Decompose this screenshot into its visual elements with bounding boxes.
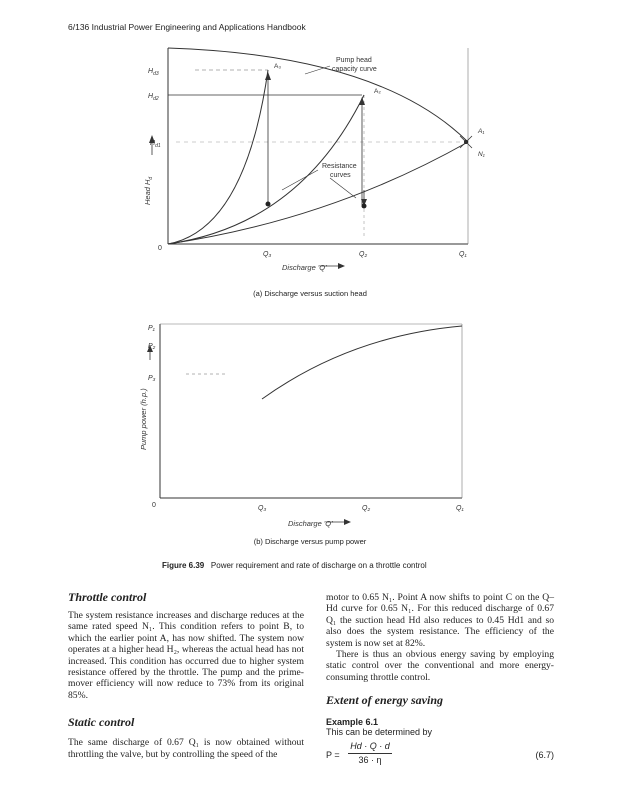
para-energy-saving: There is thus an obvious energy saving by employing static control over the conventional and more energy-consuming throttle control. xyxy=(326,649,554,683)
point-b3 xyxy=(266,202,271,207)
para-throttle: The system resistance increases and discharge reduces at the same rated speed N₁. This condition refers to point B, to which the earlier point A, has now shifted. The system now operates at a higher head H₂, whereas the actual head has not increased. This condition has occurred due to higher system resistance offered by the throttle. The pump and the prime-mover efficiency will now reduce to 73% from its original 85%. xyxy=(68,610,304,701)
eq-number: (6.7) xyxy=(535,750,554,761)
para-static: The same discharge of 0.67 Q₁ is now obtained without throttling the valve, but by controlling the speed of the xyxy=(68,737,304,760)
eq-denominator: 36 · η xyxy=(358,755,382,766)
ytick-p2: P₂ xyxy=(148,343,156,350)
resistance-label-1: Resistance xyxy=(322,163,357,170)
figure-caption xyxy=(162,561,427,570)
para-motor: motor to 0.65 N₁. Point A now shifts to point C on the Q–Hd curve for 0.65 N₁. For this reduced discharge of 0.67 Q₁ the suction head Hd also reduces to 0.45 Hd1 and so also does the system resistance. The efficiency of the system is now set at 82%. xyxy=(326,592,554,649)
point-b2 xyxy=(362,204,367,209)
chart-b-caption: (b) Discharge versus pump power xyxy=(253,537,367,546)
chart-a-origin: 0 xyxy=(158,245,162,252)
pump-curve-label-2: capacity curve xyxy=(332,66,377,73)
ytick-p3: P₃ xyxy=(148,375,156,382)
resistance-label-2: curves xyxy=(330,172,351,179)
ytick-hd2: $H_{d2}$ xyxy=(148,93,159,102)
heading-throttle-control: Throttle control xyxy=(68,590,147,604)
xtick-q2: Q₂ xyxy=(359,251,368,258)
chart-b-xlabel: Discharge 'Q' xyxy=(288,519,333,528)
arrow-a3-head xyxy=(265,72,271,80)
example-text: This can be determined by xyxy=(326,727,433,738)
equation-6-7 xyxy=(326,739,554,771)
pump-curve-label-1: Pump head xyxy=(336,57,372,64)
chart-a-caption: (a) Discharge versus suction head xyxy=(253,289,367,298)
chart-a-x-arrow-head xyxy=(338,263,345,269)
resistance-leader-1 xyxy=(282,170,318,190)
chart-b-origin: 0 xyxy=(152,502,156,509)
chart-b xyxy=(0,310,620,540)
ytick-hd1: $H_{d1}$ xyxy=(150,140,161,149)
figure-caption-text: Power requirement and rate of discharge on a throttle control xyxy=(210,561,427,570)
chart-a-xlabel: Discharge 'Q' xyxy=(282,263,327,272)
resistance-curve-3 xyxy=(168,70,268,244)
heading-static-control: Static control xyxy=(68,715,135,730)
ytick-p1: P₁ xyxy=(148,325,155,332)
label-a3: A₃ xyxy=(274,63,281,70)
resistance-leader-2 xyxy=(330,178,356,198)
eq-numerator: Hd · Q · d xyxy=(350,741,390,752)
figure-label: Figure 6.39 xyxy=(162,561,205,570)
resistance-curve-1 xyxy=(168,142,468,244)
pump-label-leader xyxy=(305,66,330,74)
label-a2: A₂ xyxy=(374,88,381,95)
chart-b-x-arrow-head xyxy=(344,519,351,525)
right-column xyxy=(326,592,554,771)
label-a1: A₁ xyxy=(478,128,485,135)
xtick-b-q1: Q₁ xyxy=(456,505,464,512)
chart-a xyxy=(0,0,620,300)
xtick-q1: Q₁ xyxy=(459,251,467,258)
label-n1: N₁ xyxy=(478,151,485,158)
left-column xyxy=(68,590,304,760)
page-header: 6/136 Industrial Power Engineering and Applications Handbook xyxy=(68,22,306,32)
example-label: Example 6.1 xyxy=(326,717,379,728)
chart-b-ylabel: Pump power (h.p.) xyxy=(139,388,148,450)
ytick-hd3: $H_{d3}$ xyxy=(148,68,159,77)
xtick-b-q3: Q₃ xyxy=(258,505,267,512)
xtick-q3: Q₃ xyxy=(263,251,272,258)
chart-a-ylabel: Head $H_d$ xyxy=(143,176,154,205)
xtick-b-q2: Q₂ xyxy=(362,505,371,512)
eq-lhs: P = xyxy=(326,750,340,761)
pump-power-curve xyxy=(262,326,462,399)
eq-fraction-bar xyxy=(348,753,392,754)
heading-extent-energy: Extent of energy saving xyxy=(326,693,443,708)
